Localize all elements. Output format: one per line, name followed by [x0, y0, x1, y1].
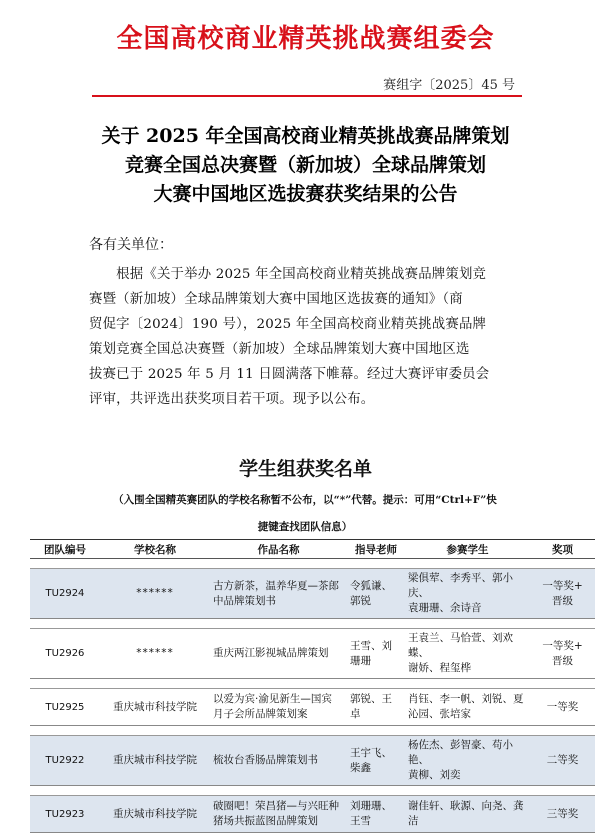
section-note: [70, 487, 540, 541]
school-cell: ******: [100, 629, 210, 679]
body-paragraph: [89, 262, 521, 412]
work-cell: 重庆两江影视城品牌策划: [210, 629, 347, 679]
table-row: [30, 796, 595, 833]
students-cell: 谢佳轩、耿源、向尧、龚 洁: [405, 796, 530, 833]
students-cell: 杨佐杰、彭智豪、苟小艳、 黄柳、刘奕: [405, 736, 530, 786]
students-cell: 王袁兰、马恰萱、刘欢蝶、 谢娇、程玺桦: [405, 629, 530, 679]
award-cell: 一等奖+ 晋级: [530, 569, 595, 619]
team-id-cell: TU2925: [30, 689, 100, 726]
work-cell: 以爱为宾·渝见新生—国宾 月子会所品牌策划案: [210, 689, 347, 726]
org-title: 全国高校商业精英挑战赛组委会: [116, 24, 495, 54]
table-row: [30, 689, 595, 726]
table-row: [30, 629, 595, 679]
body-line: 根据《关于举办 2025 年全国高校商业精英挑战赛品牌策划竞: [89, 267, 487, 282]
header-work: 作品名称: [210, 540, 347, 559]
work-cell: 梳妆台香肠品牌策划书: [210, 736, 347, 786]
students-cell: 梁俱荤、李秀平、郭小庆、 袁珊珊、余诗音: [405, 569, 530, 619]
award-cell: 一等奖+ 晋级: [530, 629, 595, 679]
body-line: 评审，共评选出获奖项目若干项。现予以公布。: [89, 392, 375, 407]
table-header-row: [30, 540, 595, 559]
body-line: 赛暨（新加坡）全球品牌策划大赛中国地区选拔赛的通知》（商: [89, 292, 463, 307]
title-line: 竞赛全国总决赛暨（新加坡）全球品牌策划: [124, 154, 486, 176]
body-line: 策划竞赛全国总决赛暨（新加坡）全球品牌策划大赛中国地区选: [89, 342, 470, 357]
note-line: （入围全国精英赛团队的学校名称暂不公布，以“*”代替。提示：可用“Ctrl+F”快: [113, 494, 497, 506]
team-id-cell: TU2924: [30, 569, 100, 619]
title-line: 关于 2025 年全国高校商业精英挑战赛品牌策划: [101, 125, 510, 147]
table-spacer-row: [30, 786, 595, 796]
teacher-cell: 令狐谦、 郭锐: [347, 569, 405, 619]
table-row: [30, 569, 595, 619]
work-cell: 古方新茶，温养华夏—茶郎 中品牌策划书: [210, 569, 347, 619]
team-id-cell: TU2922: [30, 736, 100, 786]
teacher-cell: 王宇飞、 柴鑫: [347, 736, 405, 786]
teacher-cell: 郭锐、王 卓: [347, 689, 405, 726]
table-spacer-row: [30, 726, 595, 736]
award-cell: 三等奖: [530, 796, 595, 833]
body-line: 贸促字〔2024〕190 号），2025 年全国高校商业精英挑战赛品牌: [89, 317, 487, 332]
title-line: 大赛中国地区选拔赛获奖结果的公告: [153, 183, 458, 205]
teacher-cell: 刘珊珊、 王雪: [347, 796, 405, 833]
body-line: 拔赛已于 2025 年 5 月 11 日圆满落下帷幕。经过大赛评审委员会: [89, 367, 490, 382]
red-divider: [92, 95, 522, 97]
document-number: 赛组字〔2025〕45 号: [383, 78, 515, 93]
note-line: 捷键查找团队信息）: [257, 521, 353, 533]
table-spacer-row: [30, 679, 595, 689]
announcement-title: [60, 122, 551, 209]
header-team-id: 团队编号: [30, 540, 100, 559]
school-cell: 重庆城市科技学院: [100, 736, 210, 786]
header-teacher: 指导老师: [347, 540, 405, 559]
school-cell: 重庆城市科技学院: [100, 689, 210, 726]
table-spacer-row: [30, 559, 595, 569]
team-id-cell: TU2926: [30, 629, 100, 679]
header-school: 学校名称: [100, 540, 210, 559]
award-cell: 二等奖: [530, 736, 595, 786]
table-spacer-row: [30, 619, 595, 629]
team-id-cell: TU2923: [30, 796, 100, 833]
school-cell: 重庆城市科技学院: [100, 796, 210, 833]
header-award: 奖项: [530, 540, 595, 559]
section-title: 学生组获奖名单: [238, 458, 372, 480]
school-cell: ******: [100, 569, 210, 619]
students-cell: 肖钰、李一帆、刘锐、夏 沁园、张培家: [405, 689, 530, 726]
table-row: [30, 736, 595, 786]
addressee: 各有关单位：: [89, 237, 173, 253]
work-cell: 破圈吧！荣昌猪—与兴旺种 猪场共振蓝图品牌策划: [210, 796, 347, 833]
teacher-cell: 王雪、刘 珊珊: [347, 629, 405, 679]
award-table: [30, 539, 595, 833]
header-students: 参赛学生: [405, 540, 530, 559]
award-cell: 一等奖: [530, 689, 595, 726]
